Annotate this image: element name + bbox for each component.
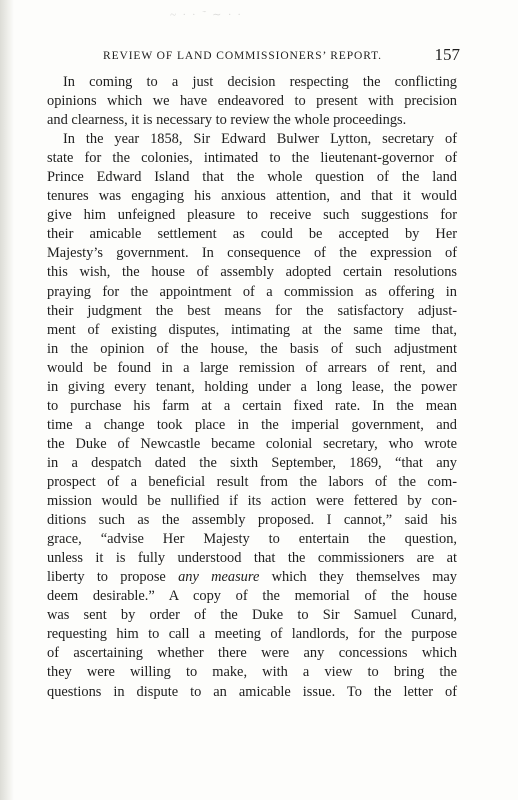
text-line: in a despatch dated the sixth September, 1869, “that any xyxy=(47,454,457,471)
text-line: the Duke of Newcastle became colonial secretary, who wrote xyxy=(47,435,457,452)
text-segment: liberty to propose xyxy=(47,569,179,586)
italic-emphasis: any measure xyxy=(178,569,260,586)
page-gutter-shadow xyxy=(0,0,14,800)
text-line: Majesty’s government. In consequence of the expression of xyxy=(47,245,457,262)
text-line: In coming to a just decision respecting the conflicting xyxy=(63,74,457,90)
text-line: time a change took place in the imperial government, and xyxy=(47,416,457,433)
text-line: deem desirable.” A copy of the memorial of the house xyxy=(47,588,457,605)
text-line: grace, “advise Her Majesty to entertain the question, xyxy=(47,531,457,548)
running-title: REVIEW OF LAND COMMISSIONERS’ REPORT. xyxy=(103,50,382,62)
page-number: 157 xyxy=(434,45,460,64)
text-line: opinions which we have endeavored to present with precision xyxy=(47,93,457,110)
text-line: their amicable settlement as could be accepted by Her xyxy=(47,226,457,243)
text-line xyxy=(47,568,457,587)
text-segment: which they themselves may xyxy=(259,569,457,586)
paragraph xyxy=(47,73,457,130)
text-line: they were willing to make, with a view to bring the xyxy=(47,664,457,681)
text-line: In the year 1858, Sir Edward Bulwer Lytton, secretary of xyxy=(63,131,457,148)
text-line: prospect of a beneficial result from the labors of the com- xyxy=(47,473,457,490)
text-line: and clearness, it is necessary to review the whole proceedings. xyxy=(47,112,407,129)
text-line: unless it is fully understood that the commissioners are at xyxy=(47,550,457,567)
text-line: would be found in a large remission of arrears of rent, and xyxy=(47,359,457,376)
text-line: in the opinion of the house, the basis of such adjustment xyxy=(47,340,457,357)
text-line: mission would be nullified if its action were fettered by con- xyxy=(47,493,457,510)
running-head xyxy=(103,44,460,68)
text-line: give him unfeigned pleasure to receive such suggestions for xyxy=(47,207,457,224)
text-line: Prince Edward Island that the whole question of the land xyxy=(47,169,457,186)
text-line: state for the colonies, intimated to the lieutenant-governor of xyxy=(47,150,457,167)
text-line: was sent by order of the Duke to Sir Samuel Cunard, xyxy=(47,607,457,624)
paragraph xyxy=(47,130,457,701)
text-line: ditions such as the assembly proposed. I cannot,” said his xyxy=(47,512,457,529)
text-line: their judgment the best means for the satisfactory adjust- xyxy=(47,302,457,319)
text-line: of ascertaining whether there were any concessions which xyxy=(47,645,457,662)
text-line: tenures was engaging his anxious attention, and that it would xyxy=(47,188,457,205)
text-line: to purchase his farm at a certain fixed rate. In the mean xyxy=(47,397,457,414)
text-line: praying for the appointment of a commission as offering in xyxy=(47,283,457,300)
text-line: this wish, the house of assembly adopted certain resolutions xyxy=(47,264,457,281)
body-text xyxy=(47,73,457,702)
text-line: questions in dispute to an amicable issue. To the letter of xyxy=(47,683,457,700)
show-through-bleed: ~ ∙ ∙ ˜ ∼ ∙ ∙ xyxy=(170,9,243,21)
text-line: ment of existing disputes, intimating at the same time that, xyxy=(47,321,457,338)
text-line: in giving every tenant, holding under a long lease, the power xyxy=(47,378,457,395)
text-line: requesting him to call a meeting of landlords, for the purpose xyxy=(47,626,457,643)
